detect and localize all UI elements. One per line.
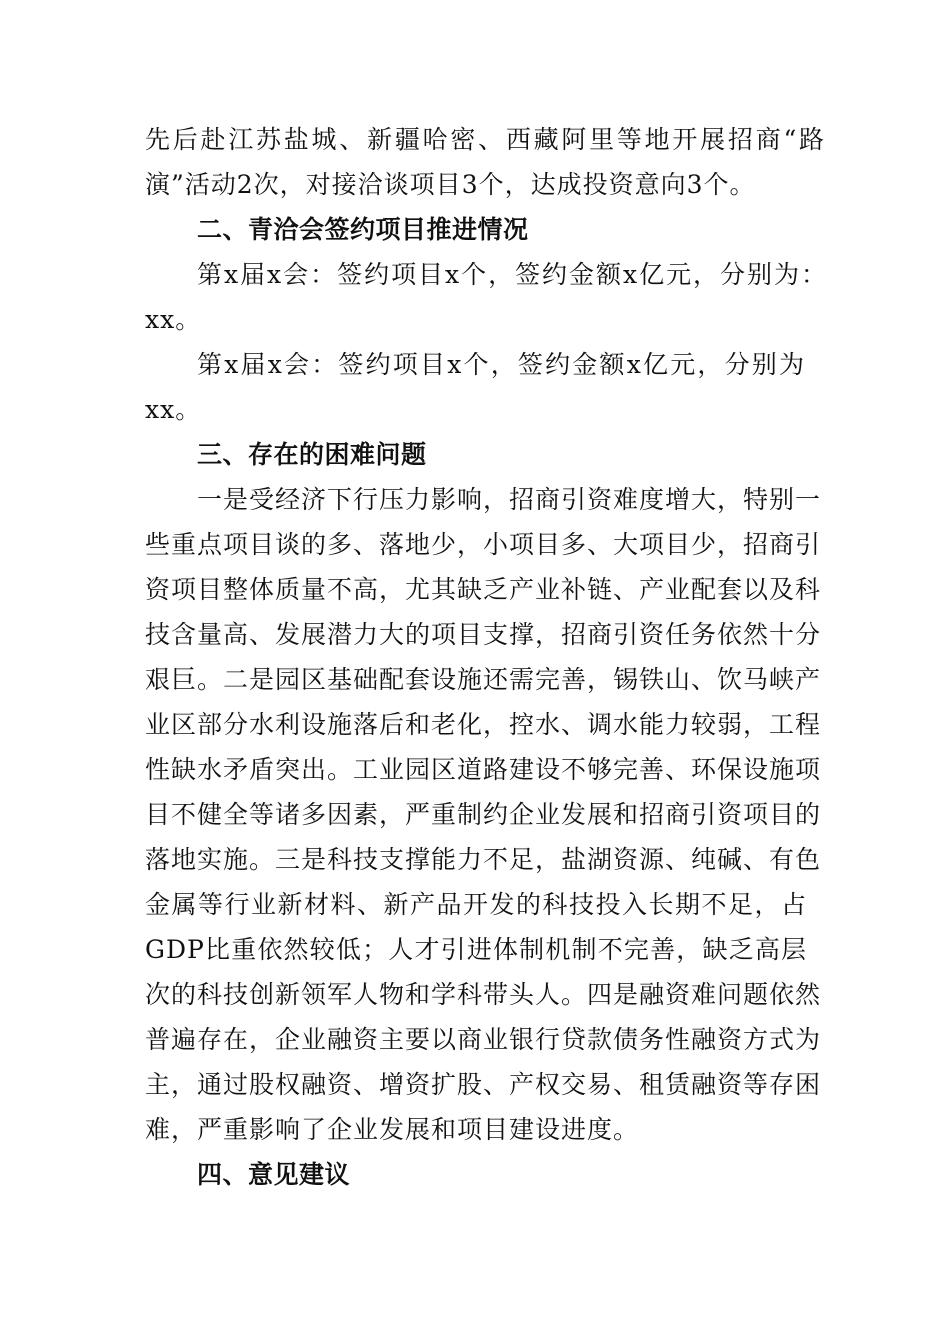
section-3-line-5: 艰巨。二是园区基础配套设施还需完善，锡铁山、饮马峡产 (145, 665, 822, 694)
section-3-line-6: 业区部分水利设施落后和老化，控水、调水能力较弱，工程 (145, 710, 822, 739)
section-3-heading: 三、存在的困难问题 (197, 440, 427, 469)
paragraph-1-line-2: 演”活动2次，对接洽谈项目3个，达成投资意向3个。 (145, 170, 756, 199)
section-3-line-1: 一是受经济下行压力影响，招商引资难度增大，特别一 (197, 485, 822, 514)
section-3-line-10: 金属等行业新材料、新产品开发的科技投入长期不足，占 (145, 890, 807, 919)
section-3-line-12: 次的科技创新领军人物和学科带头人。四是融资难问题依然 (145, 980, 822, 1009)
section-3-line-4: 技含量高、发展潜力大的项目支撑，招商引资任务依然十分 (145, 620, 822, 649)
section-2-item-1-line-2: xx。 (145, 305, 202, 334)
section-2-item-2-line-2: xx。 (145, 395, 202, 424)
section-3-line-7: 性缺水矛盾突出。工业园区道路建设不够完善、环保设施项 (145, 755, 822, 784)
paragraph-1-line-1: 先后赴江苏盐城、新疆哈密、西藏阿里等地开展招商“路 (145, 125, 825, 154)
section-4-heading: 四、意见建议 (197, 1160, 351, 1189)
section-2-heading: 二、青洽会签约项目推进情况 (197, 215, 529, 244)
section-3-line-15: 难，严重影响了企业发展和项目建设进度。 (145, 1115, 640, 1144)
section-3-line-8: 目不健全等诸多因素，严重制约企业发展和招商引资项目的 (145, 800, 822, 829)
section-3-line-3: 资项目整体质量不高，尤其缺乏产业补链、产业配套以及科 (145, 575, 822, 604)
section-2-item-1-line-1: 第x届x会：签约项目x个，签约金额x亿元，分别为： (197, 260, 827, 289)
section-3-line-9: 落地实施。三是科技支撑能力不足，盐湖资源、纯碱、有色 (145, 845, 822, 874)
section-3-line-14: 主，通过股权融资、增资扩股、产权交易、租赁融资等存困 (145, 1070, 822, 1099)
section-3-line-11: GDP比重依然较低；人才引进体制机制不完善，缺乏高层 (145, 935, 807, 964)
section-2-item-2-line-1: 第x届x会：签约项目x个，签约金额x亿元，分别为 (197, 350, 805, 379)
section-3-line-2: 些重点项目谈的多、落地少，小项目多、大项目少，招商引 (145, 530, 822, 559)
section-3-line-13: 普遍存在，企业融资主要以商业银行贷款债务性融资方式为 (145, 1025, 822, 1054)
